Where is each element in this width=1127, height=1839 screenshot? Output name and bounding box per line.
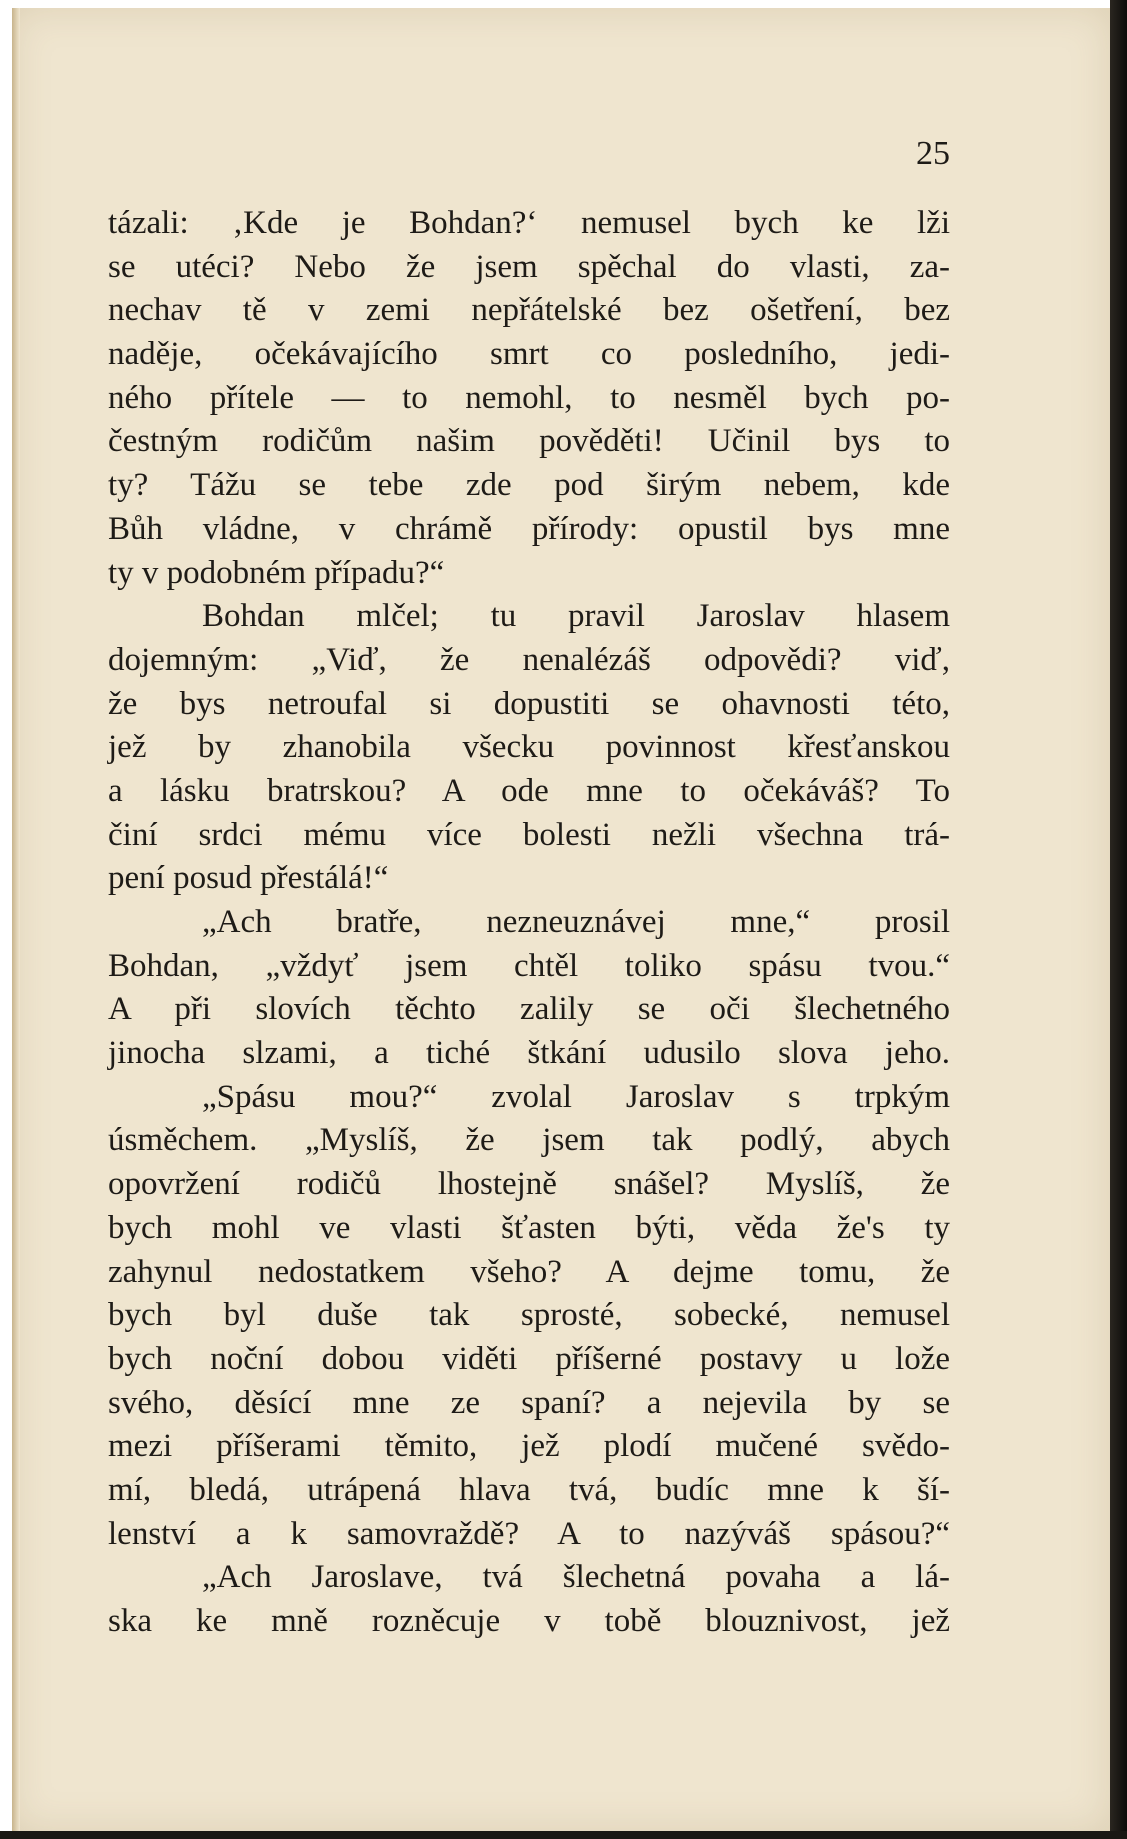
text-line: lenství a k samovraždě? A to nazýváš spásou?“ <box>108 1515 950 1552</box>
text-line: ty? Tážu se tebe zde pod širým nebem, kde <box>108 467 950 504</box>
text-line: že bys netroufal si dopustiti se ohavnosti této, <box>108 685 950 722</box>
text-line: ného přítele — to nemohl, to nesměl bych po- <box>108 379 950 416</box>
text-line: „Spásu mou?“ zvolal Jaroslav s trpkým <box>202 1078 950 1115</box>
scan-bottom-edge <box>0 1831 1127 1839</box>
text-line: dojemným: „Viď, že nenalézáš odpovědi? viď, <box>108 641 950 678</box>
text-line: Bůh vládne, v chrámě přírody: opustil bys mne <box>108 510 950 547</box>
text-line: Bohdan, „vždyť jsem chtěl toliko spásu tvou.“ <box>108 947 950 984</box>
text-line: pení posud přestálá!“ <box>108 860 389 897</box>
body-text <box>108 202 950 1644</box>
scan-right-edge <box>1110 0 1127 1839</box>
text-line: „Ach Jaroslave, tvá šlechetná povaha a lá- <box>202 1559 950 1596</box>
text-line: bych noční dobou viděti příšerné postavy u lože <box>108 1340 950 1377</box>
text-line: čestným rodičům našim pověděti! Učinil bys to <box>108 423 950 460</box>
text-line: bych mohl ve vlasti šťasten býti, věda že's ty <box>108 1209 950 1246</box>
text-line: A při slovích těchto zalily se oči šlechetného <box>108 991 950 1028</box>
text-line: činí srdci mému více bolesti nežli všechna trá- <box>108 816 950 853</box>
text-line: jež by zhanobila všecku povinnost křesťanskou <box>108 729 950 766</box>
text-line: tázali: ‚Kde je Bohdan?‘ nemusel bych ke lži <box>108 205 950 241</box>
text-line: mí, bledá, utrápená hlava tvá, budíc mne k ší- <box>108 1471 950 1508</box>
text-line: a lásku bratrskou? A ode mne to očekáváš? To <box>108 772 950 809</box>
text-line: svého, děsící mne ze spaní? a nejevila by se <box>108 1384 950 1421</box>
text-line: zahynul nedostatkem všeho? A dejme tomu, že <box>108 1253 950 1290</box>
text-line: mezi příšerami těmito, jež plodí mučené svědo- <box>108 1428 950 1465</box>
text-line: naděje, očekávajícího smrt co posledního, jedi- <box>108 336 950 373</box>
text-line: „Ach bratře, nezneuznávej mne,“ prosil <box>202 904 950 940</box>
text-line: bych byl duše tak sprosté, sobecké, nemusel <box>108 1297 950 1334</box>
page-gutter <box>12 8 20 1831</box>
text-line: Bohdan mlčel; tu pravil Jaroslav hlasem <box>202 598 950 635</box>
text-line: nechav tě v zemi nepřátelské bez ošetření, bez <box>108 292 950 329</box>
text-line: opovržení rodičů lhostejně snášel? Myslíš, že <box>108 1166 950 1203</box>
text-line: úsměchem. „Myslíš, že jsem tak podlý, abych <box>108 1122 950 1159</box>
text-line: ska ke mně rozněcuje v tobě blouznivost, jež <box>108 1603 950 1639</box>
page-number: 25 <box>916 135 950 172</box>
text-line: jinocha slzami, a tiché štkání udusilo slova jeho. <box>108 1035 950 1072</box>
text-line: ty v podobném případu?“ <box>108 554 445 591</box>
text-line: se utéci? Nebo že jsem spěchal do vlasti, za- <box>108 248 950 285</box>
